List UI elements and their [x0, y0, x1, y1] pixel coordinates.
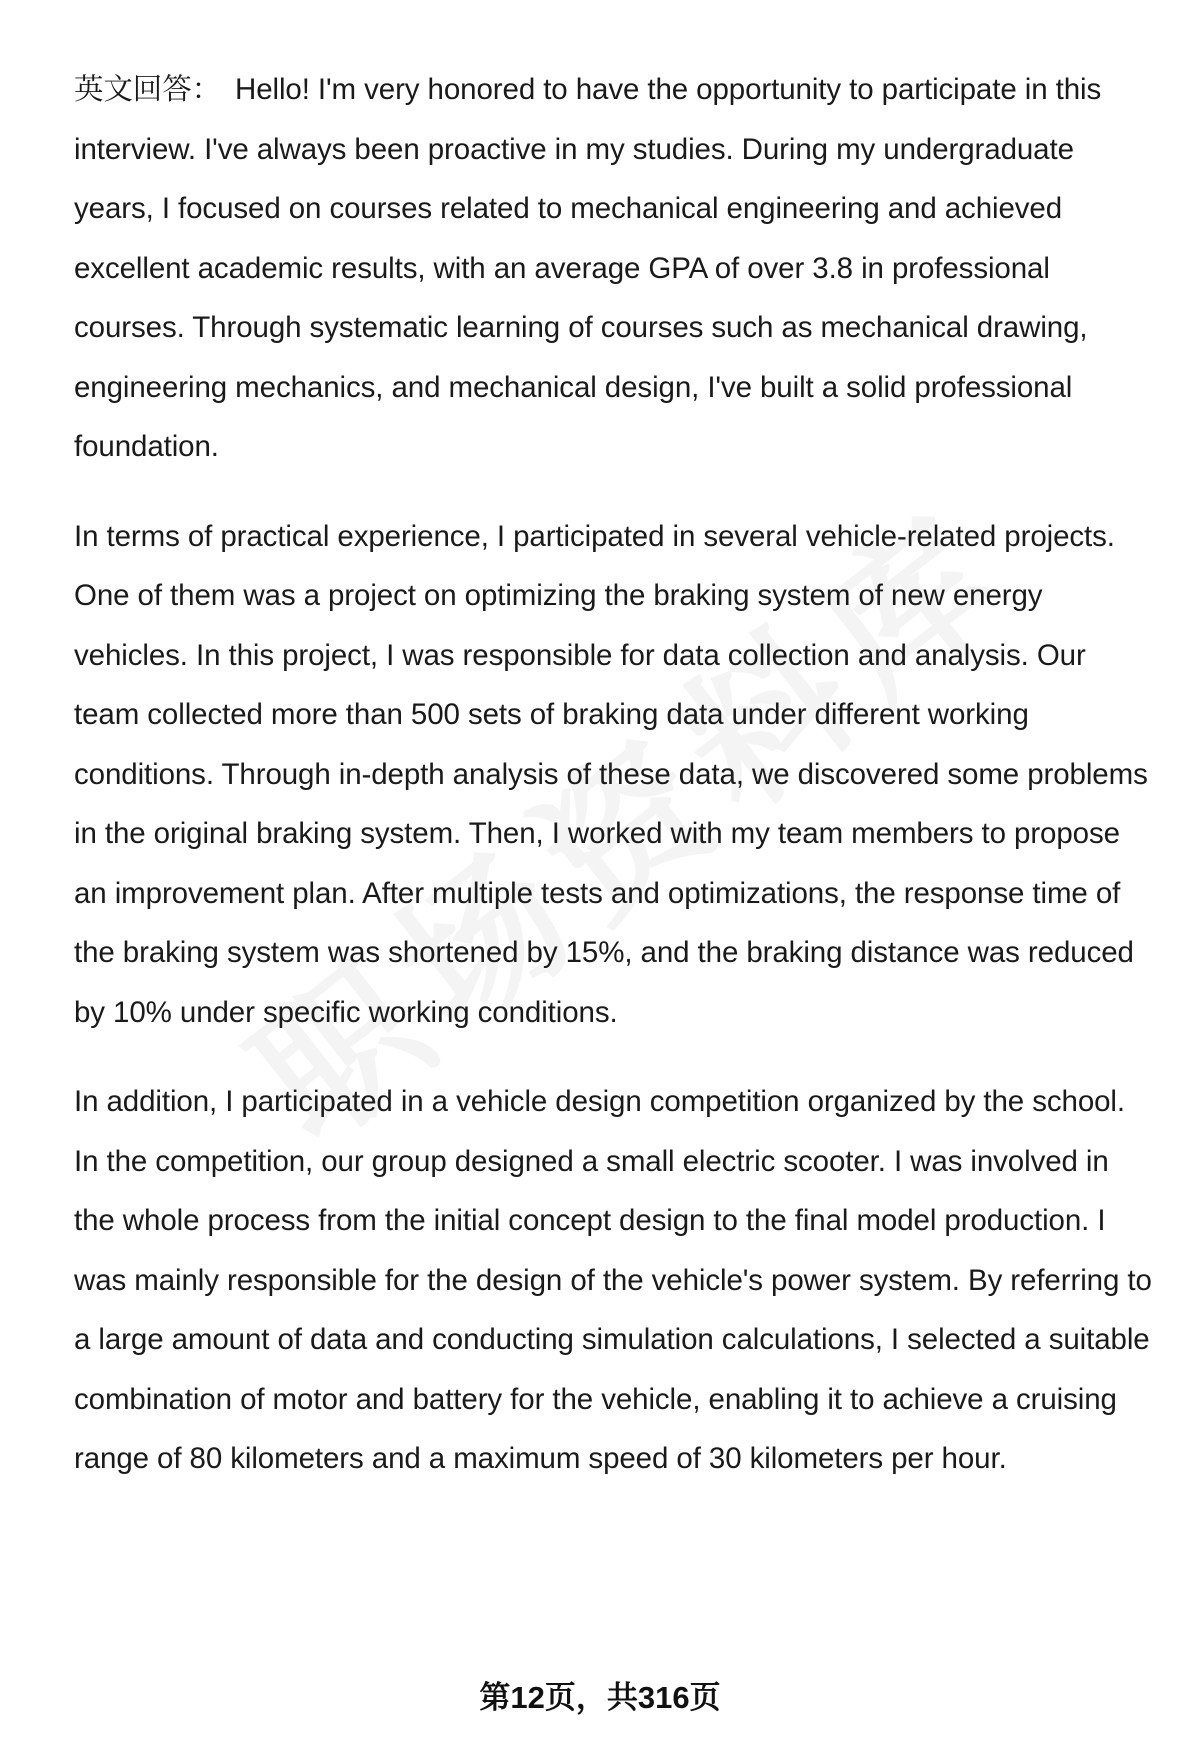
page-number: 第12页，共316页 [479, 1680, 721, 1715]
paragraph-2: In terms of practical experience, I participated in several vehicle-related projects. One of them was a project on optimizing the braking system of new energy vehicles. In this project, I was responsible for data collection and analysis. Our team collected more than 500 sets of braking data under different working conditions. Through in-depth analysis of these data, we discovered some problems in the original braking system. Then, I worked with my team members to propose an improvement plan. After multiple tests and optimizations, the response time of the braking system was shortened by 15%, and the braking distance was reduced by 10% under specific working conditions. [74, 519, 1148, 1029]
paragraph-1 [74, 60, 1154, 477]
document-body [74, 60, 1154, 1519]
answer-label: 英文回答： [74, 73, 222, 106]
paragraph-3: In addition, I participated in a vehicle design competition organized by the school. In the competition, our group designed a small electric scooter. I was involved in the whole process from the initial concept design to the final model production. I was mainly responsible for the design of the vehicle's power system. By referring to a large amount of data and conducting simulation calculations, I selected a suitable combination of motor and battery for the vehicle, enabling it to achieve a cruising range of 80 kilometers and a maximum speed of 30 kilometers per hour. [74, 1085, 1152, 1475]
paragraph-1-text: Hello! I'm very honored to have the opportunity to participate in this interview. I've always been proactive in my studies. During my undergraduate years, I focused on courses related to mechanical engineering and achieved excellent academic results, with an average GPA of over 3.8 in professional courses. Through systematic learning of courses such as mechanical drawing, engineering mechanics, and mechanical design, I've built a solid professional foundation. [74, 73, 1102, 463]
